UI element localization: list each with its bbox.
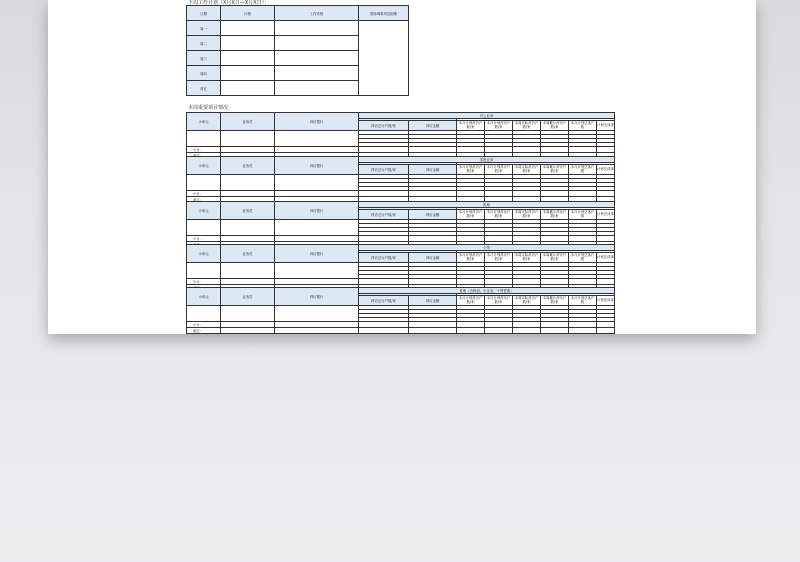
day-label: 周三 — [187, 51, 221, 66]
footer-label: 小计： — [187, 191, 221, 197]
schedule-title: 下周工作计划（X月X日—X月X日）： — [188, 0, 270, 6]
summary-table — [186, 201, 615, 248]
table-cell — [409, 328, 457, 334]
header-work: 工作安排 — [275, 6, 359, 21]
detail-header: 本周累计拜访户数/家 — [541, 121, 569, 131]
detail-header: 计划完成率 — [597, 165, 615, 175]
header-amount: 拜访金额 — [409, 296, 457, 306]
header-amount: 拜访金额 — [409, 253, 457, 263]
table-cell — [275, 131, 359, 147]
header-visits: 拜访总行户数/家 — [359, 121, 409, 131]
table-cell — [275, 306, 359, 322]
table-cell — [221, 51, 275, 66]
header-unit: 小单元 — [187, 157, 221, 175]
detail-header: 本周实际拜访户数/家 — [513, 253, 541, 263]
detail-header: 本月计划总客户数 — [569, 165, 597, 175]
summary-table — [186, 112, 615, 159]
schedule-table — [186, 5, 409, 96]
detail-header: 本月计划总客户数 — [569, 210, 597, 220]
header-salesperson: 业务员 — [221, 202, 275, 220]
header-amount: 拜访金额 — [409, 210, 457, 220]
header-visits: 拜访总行户数/家 — [359, 210, 409, 220]
table-cell — [569, 328, 597, 334]
day-label: 周一 — [187, 21, 221, 36]
header-trip: 行程 — [221, 6, 275, 21]
header-amount: 拜访金额 — [409, 165, 457, 175]
header-bank: 拜访银行 — [275, 113, 359, 131]
section-title: 个贷 — [359, 245, 615, 251]
detail-header: 本周实际拜访户数/家 — [513, 296, 541, 306]
header-bank: 拜访银行 — [275, 157, 359, 175]
section-title: 对公业务 — [359, 113, 615, 119]
table-cell — [187, 131, 221, 147]
footer-label: 小计： — [187, 236, 221, 242]
day-label: 周四 — [187, 66, 221, 81]
table-cell — [187, 220, 221, 236]
detail-header: 计划完成率 — [597, 253, 615, 263]
header-salesperson: 业务员 — [221, 113, 275, 131]
detail-header: 本周累计拜访户数/家 — [541, 210, 569, 220]
footer-label: 备注： — [187, 328, 221, 334]
header-visits: 拜访总行户数/家 — [359, 165, 409, 175]
header-bank: 拜访银行 — [275, 288, 359, 306]
detail-header: 本月计划拜访户数/家 — [485, 210, 513, 220]
table-cell — [221, 21, 275, 36]
table-cell — [275, 21, 359, 36]
table-cell — [221, 263, 275, 279]
table-cell — [275, 263, 359, 279]
table-cell — [275, 220, 359, 236]
section-title: 零售业务 — [359, 157, 615, 163]
table-cell — [485, 328, 513, 334]
footer-label: 小计： — [187, 147, 221, 153]
section-title: 普惠（含科创、小企业、个贷普惠） — [359, 288, 615, 294]
footer-label: 小计： — [187, 279, 221, 285]
header-bank: 拜访银行 — [275, 202, 359, 220]
table-cell — [221, 306, 275, 322]
summary-table — [186, 244, 615, 291]
header-amount: 拜访金额 — [409, 121, 457, 131]
footer-label: 小计： — [187, 322, 221, 328]
detail-header: 本周实际拜访户数/家 — [513, 210, 541, 220]
header-unit: 小单元 — [187, 113, 221, 131]
header-visits: 拜访总行户数/家 — [359, 253, 409, 263]
detail-header: 本月计划拜访户数/家 — [457, 121, 485, 131]
detail-header: 本月计划总客户数 — [569, 121, 597, 131]
header-salesperson: 业务员 — [221, 288, 275, 306]
table-cell — [359, 328, 409, 334]
table-cell — [187, 306, 221, 322]
header-unit: 小单元 — [187, 288, 221, 306]
table-cell — [513, 328, 541, 334]
day-label: 周二 — [187, 36, 221, 51]
header-unit: 小单元 — [187, 245, 221, 263]
table-cell — [221, 81, 275, 96]
detail-header: 计划完成率 — [597, 121, 615, 131]
table-cell — [541, 328, 569, 334]
table-cell — [457, 328, 485, 334]
table-cell — [221, 36, 275, 51]
detail-header: 本月计划拜访户数/家 — [457, 253, 485, 263]
detail-header: 本周累计拜访户数/家 — [541, 253, 569, 263]
header-salesperson: 业务员 — [221, 157, 275, 175]
detail-header: 计划完成率 — [597, 210, 615, 220]
table-cell — [221, 131, 275, 147]
coordination-cell — [359, 21, 409, 96]
table-cell — [221, 66, 275, 81]
detail-header: 本月计划拜访户数/家 — [457, 165, 485, 175]
table-cell — [597, 328, 615, 334]
table-cell — [275, 51, 359, 66]
header-coordination: 需协调事项及困难 — [359, 6, 409, 21]
day-label: 周五 — [187, 81, 221, 96]
footer-label: 备注： — [187, 197, 221, 203]
detail-header: 本月计划拜访户数/家 — [457, 210, 485, 220]
detail-header: 本周实际拜访户数/家 — [513, 165, 541, 175]
table-cell — [187, 175, 221, 191]
summary-table — [186, 156, 615, 203]
detail-header: 本周实际拜访户数/家 — [513, 121, 541, 131]
detail-header: 本月计划拜访户数/家 — [457, 296, 485, 306]
summary-title: 本周重要项目情况 — [188, 105, 229, 111]
header-unit: 小单元 — [187, 202, 221, 220]
table-cell — [221, 175, 275, 191]
header-visits: 拜访总行户数/家 — [359, 296, 409, 306]
detail-header: 本月计划拜访户数/家 — [485, 296, 513, 306]
summary-table — [186, 287, 615, 334]
detail-header: 本周累计拜访户数/家 — [541, 296, 569, 306]
table-cell — [275, 328, 359, 334]
table-cell — [275, 175, 359, 191]
detail-header: 本月计划拜访户数/家 — [485, 165, 513, 175]
detail-header: 本月计划拜访户数/家 — [485, 121, 513, 131]
header-date: 日期 — [187, 6, 221, 21]
detail-header: 计划完成率 — [597, 296, 615, 306]
header-bank: 拜访银行 — [275, 245, 359, 263]
detail-header: 本月计划总客户数 — [569, 296, 597, 306]
table-cell — [221, 220, 275, 236]
table-cell — [221, 328, 275, 334]
table-cell — [275, 66, 359, 81]
detail-header: 本周累计拜访户数/家 — [541, 165, 569, 175]
table-cell — [275, 81, 359, 96]
document-page — [48, 0, 756, 334]
detail-header: 本月计划总客户数 — [569, 253, 597, 263]
header-salesperson: 业务员 — [221, 245, 275, 263]
detail-header: 本月计划拜访户数/家 — [485, 253, 513, 263]
section-title: 机构 — [359, 202, 615, 208]
table-cell — [187, 263, 221, 279]
table-cell — [275, 36, 359, 51]
